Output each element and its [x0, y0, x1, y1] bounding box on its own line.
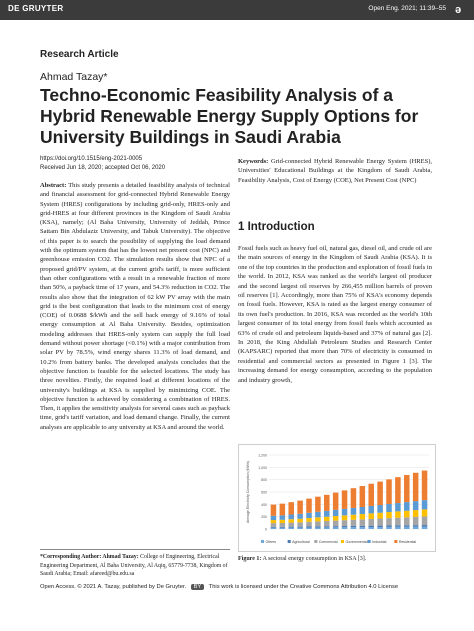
- bar-segment: [280, 520, 286, 523]
- bar-segment: [333, 521, 339, 527]
- bar-segment: [315, 512, 321, 518]
- bar-segment: [324, 526, 330, 527]
- bar-segment: [306, 518, 312, 522]
- figure-caption-text: A sectoral energy consumption in KSA [3].: [262, 556, 367, 562]
- bar-segment: [271, 505, 277, 516]
- abstract-text: This study presents a detailed feasibility analysis of technical and financial assessment for grid-connected Hybrid Renewable Energy System (HRES) configurations by including grid-only, HRES-only and grid-HRES at four different provinces in the Kingdom of Saudi Arabia (KSA), namely; (Al Baha University, University of Jeddah, Prince Sattam Bin Abdulaziz University, and Tabuk University). The objective of this paper is to search the possibility of supplying the load demand with the optimum system that has the lowest net present cost (NPC) and greenhouse emission CO2. The simulation results show that NPC of a proposed grid/PV system, at the current grid's tariff, is more sufficient than other configurations with a result in a renewable fraction of more than 50%, a payback time of 17 years, and 54.3% reduction in CO2. The results also show that the integration of 62 kW PV array with the main grid is the best configuration that leads to the minimum cost of energy (COE) of 0.0688 $/kWh and the sell back energy of 9.16% of total energy consumption at Al Baha University. Besides, optimization modeling addresses that HRES-only system can supply the full load demand without power shortage (<0.1%) with a major contribution from solar PV by 78.5%, wind energy shares 11.3% of load demand, and 10.2% from battery banks. The developed analysis concludes that the objective function is feasible for the selected locations. The study has three novelties. Firstly, the required load at different locations of the university's buildings at KSA is supplied by minimizing COE. The objective function is achieved by considering a combination of HRES. Then, it applies the sensitivity analysis for several cases such as payback time, grid's tariff variation, and load demand change. Finally, the current analyses are applicable to any university at KSA and around the world.: [40, 182, 230, 431]
- bar-segment: [368, 484, 374, 506]
- bar-segment: [377, 513, 383, 519]
- bar-segment: [360, 526, 366, 527]
- bar-segment: [288, 528, 294, 529]
- bar-segment: [271, 516, 277, 520]
- bar-segment: [280, 515, 286, 519]
- bar-segment: [360, 527, 366, 529]
- bar-segment: [413, 473, 419, 501]
- bar-segment: [297, 528, 303, 529]
- bar-segment: [422, 509, 428, 516]
- figure-caption: [238, 556, 432, 562]
- legend-swatch: [368, 540, 371, 543]
- bar-segment: [413, 510, 419, 517]
- bar-segment: [386, 518, 392, 525]
- bar-segment: [288, 527, 294, 528]
- bar-segment: [342, 527, 348, 529]
- bar-segment: [395, 525, 401, 526]
- bar-segment: [306, 499, 312, 513]
- article-dates: Received Jun 18, 2020; accepted Oct 06, 2020: [40, 165, 166, 171]
- bar-segment: [306, 513, 312, 518]
- bar-segment: [386, 525, 392, 526]
- legend-label: Residential: [398, 539, 417, 544]
- journal-reference: Open Eng. 2021; 11:39–55: [368, 5, 446, 12]
- bar-segment: [288, 523, 294, 527]
- bar-segment: [368, 519, 374, 526]
- bar-segment: [297, 519, 303, 523]
- bar-segment: [297, 522, 303, 526]
- bar-segment: [386, 527, 392, 529]
- y-tick-label: 600: [261, 490, 267, 495]
- bar-segment: [422, 516, 428, 525]
- bar-segment: [360, 514, 366, 519]
- legend-label: Others: [265, 539, 277, 544]
- bar-segment: [413, 517, 419, 525]
- bar-segment: [377, 505, 383, 513]
- legend-swatch: [314, 540, 317, 543]
- bar-segment: [395, 503, 401, 511]
- bar-segment: [297, 501, 303, 514]
- bar-segment: [368, 526, 374, 527]
- bar-segment: [333, 516, 339, 521]
- y-tick-label: 0: [265, 527, 267, 532]
- bar-segment: [404, 527, 410, 529]
- bar-segment: [342, 509, 348, 515]
- y-tick-label: 800: [261, 478, 267, 483]
- bar-segment: [404, 475, 410, 502]
- bar-segment: [351, 488, 357, 508]
- legend-swatch: [261, 540, 264, 543]
- license-footer: [40, 584, 450, 590]
- bar-segment: [306, 522, 312, 527]
- bar-segment: [422, 471, 428, 501]
- bar-segment: [271, 520, 277, 523]
- bar-segment: [422, 527, 428, 529]
- bar-segment: [395, 511, 401, 517]
- bar-segment: [360, 519, 366, 525]
- bar-segment: [306, 526, 312, 527]
- bar-segment: [368, 506, 374, 513]
- bar-segment: [413, 527, 419, 529]
- legend-label: Governmental: [345, 539, 368, 544]
- bar-segment: [324, 517, 330, 521]
- bar-segment: [404, 502, 410, 511]
- bar-segment: [280, 527, 286, 528]
- bar-segment: [351, 515, 357, 520]
- bar-segment: [288, 502, 294, 514]
- abstract: [40, 181, 230, 432]
- figure-caption-label: Figure 1:: [238, 556, 262, 562]
- bar-segment: [377, 519, 383, 526]
- article-meta: [40, 155, 230, 173]
- bar-segment: [351, 520, 357, 526]
- bar-segment: [315, 521, 321, 526]
- bar-segment: [342, 515, 348, 520]
- bar-segment: [280, 528, 286, 529]
- bar-segment: [342, 526, 348, 527]
- bar-segment: [342, 520, 348, 526]
- keywords-text: Grid-connected Hybrid Renewable Energy System (HRES), Universities' Educational Buildings at the Kingdom of Saudi Arabia, Feasibility Analysis, Cost of Energy (COE), Net Present Cost (NPC): [238, 158, 433, 184]
- bar-segment: [315, 517, 321, 521]
- author-name: Ahmad Tazay*: [40, 71, 108, 83]
- bar-segment: [297, 527, 303, 528]
- cc-by-badge[interactable]: BY: [191, 584, 204, 590]
- bar-segment: [386, 512, 392, 518]
- doi-link[interactable]: https://doi.org/10.1515/eng-2021-0005: [40, 156, 143, 162]
- figure-1: [238, 444, 436, 552]
- legend-label: Agricultural: [292, 539, 310, 544]
- bar-segment: [413, 525, 419, 527]
- bar-segment: [351, 508, 357, 515]
- y-tick-label: 1,000: [258, 465, 267, 470]
- bar-segment: [395, 527, 401, 529]
- legend-label: Industrial: [372, 539, 387, 544]
- bar-segment: [333, 510, 339, 516]
- bar-segment: [315, 526, 321, 527]
- corresponding-author-text: College of Engineering, Electrical Engineering Department, Al Baha University, Al Aqiq, 65779-7738, Kingdom of Saudi Arabia; Email: afareed@bu.edu.sa: [40, 554, 228, 577]
- bar-segment: [333, 493, 339, 510]
- legend-swatch: [394, 540, 397, 543]
- bar-segment: [368, 527, 374, 529]
- bar-segment: [395, 518, 401, 526]
- bar-segment: [351, 527, 357, 529]
- bar-segment: [422, 500, 428, 509]
- bar-segment: [377, 482, 383, 505]
- publisher-name: DE GRUYTER: [8, 4, 64, 13]
- bar-segment: [395, 477, 401, 503]
- article-type: Research Article: [40, 49, 119, 60]
- bar-segment: [324, 521, 330, 526]
- bar-segment: [271, 528, 277, 529]
- legend-label: Commercial: [318, 539, 338, 544]
- footer-copyright: Open Access. © 2021 A. Tazay, published by De Gruyter.: [40, 584, 187, 590]
- corresponding-author-note: [40, 549, 230, 579]
- bar-segment: [360, 507, 366, 514]
- bar-segment: [333, 527, 339, 529]
- corresponding-author-label: *Corresponding Author: Ahmad Tazay:: [40, 554, 139, 560]
- energy-consumption-chart: [239, 445, 435, 551]
- bar-segment: [377, 527, 383, 529]
- bar-segment: [368, 513, 374, 519]
- y-tick-label: 400: [261, 502, 267, 507]
- keywords-label: Keywords:: [238, 158, 269, 165]
- bar-segment: [297, 514, 303, 519]
- bar-segment: [271, 523, 277, 527]
- legend-swatch: [341, 540, 344, 543]
- introduction-text: Fossil fuels such as heavy fuel oil, natural gas, diesel oil, and crude oil are the main sources of energy in the Kingdom of Saudi Arabia (KSA). It is one of the top countries in the production and exploration of fossil fuels in the world. In 2012, KSA was ranked as the world's largest oil producer and the second largest oil reserves by 266,455 million barrels of proven oil reserves [1]. Accordingly, more than 75% of KSA's economy depends on fossil fuels. However, KSA is rated as the largest energy consumer of its own fuel's production. In 2016, KSA was recorded as the world's 10th largest consumer of its total energy from fossil fuels which accounted as 63% of crude oil and petroleum liquids-based and 37% of natural gas [2]. In 2018, the King Abdullah Petroleum Studies and Research Center (KAPSARC) reported that more than 70% of electricity is consumed in residential and commercial sectors as presented in Figure 1 [3]. The increasing demand for energy consumption, according to the population and industry growth,: [238, 245, 432, 384]
- bar-segment: [386, 479, 392, 504]
- bar-segment: [315, 527, 321, 529]
- bar-segment: [360, 486, 366, 507]
- bar-segment: [315, 497, 321, 512]
- footer-license: This work is licensed under the Creative Commons Attribution 4.0 License: [208, 584, 399, 590]
- bar-segment: [324, 495, 330, 511]
- bar-segment: [351, 526, 357, 527]
- abstract-label: Abstract:: [40, 182, 67, 189]
- bar-segment: [280, 523, 286, 527]
- y-axis-label: Average Electricity Consumption (MWh): [246, 461, 250, 523]
- bar-segment: [386, 504, 392, 512]
- paper-title: Techno-Economic Feasibility Analysis of a Hybrid Renewable Energy Supply Options for University Buildings in Saudi Arabia: [40, 85, 419, 147]
- bar-segment: [377, 526, 383, 527]
- bar-segment: [324, 511, 330, 517]
- open-access-icon: ə: [454, 4, 462, 16]
- bar-segment: [404, 525, 410, 526]
- bar-segment: [280, 504, 286, 516]
- bar-segment: [404, 511, 410, 518]
- bar-segment: [333, 526, 339, 527]
- bar-segment: [342, 490, 348, 509]
- bar-segment: [413, 501, 419, 510]
- y-tick-label: 200: [261, 515, 267, 520]
- section-heading: 1 Introduction: [238, 221, 315, 233]
- bar-segment: [306, 528, 312, 529]
- bar-segment: [288, 515, 294, 520]
- keywords: [238, 157, 432, 185]
- bar-segment: [271, 527, 277, 528]
- bar-segment: [422, 525, 428, 527]
- y-tick-label: 1,200: [258, 453, 267, 458]
- bar-segment: [324, 527, 330, 529]
- bar-segment: [288, 519, 294, 522]
- bar-segment: [404, 517, 410, 525]
- legend-swatch: [288, 540, 291, 543]
